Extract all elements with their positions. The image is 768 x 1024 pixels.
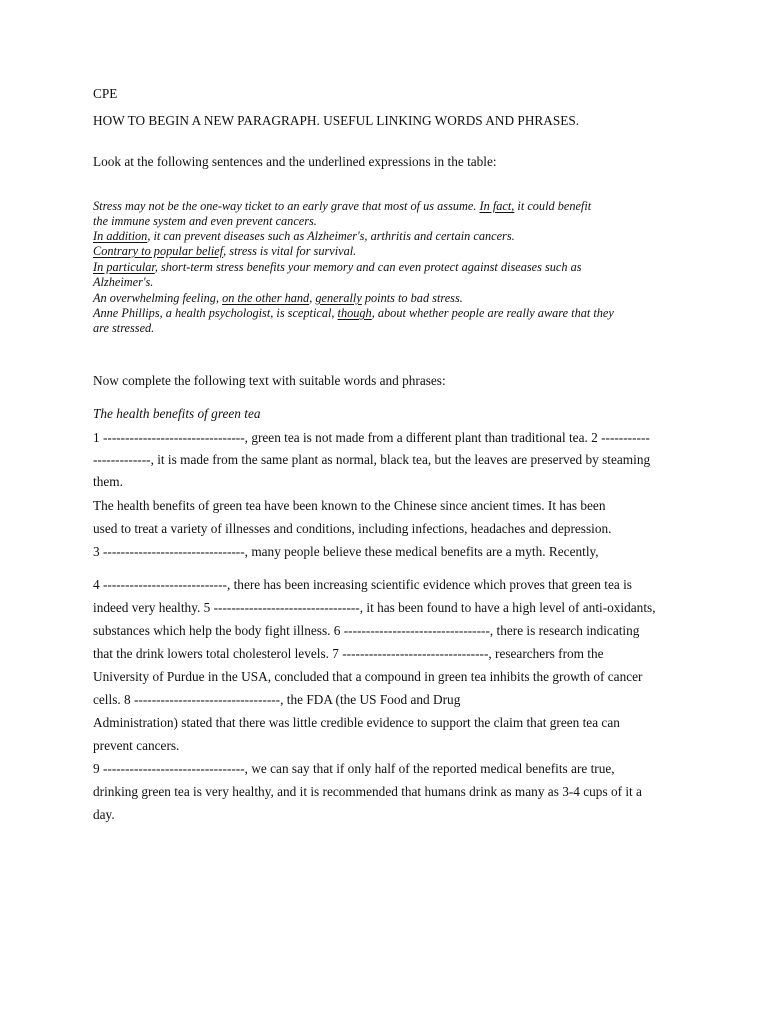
underlined-expression: In addition xyxy=(93,229,148,243)
text-line: them. xyxy=(93,474,123,489)
example-line: Alzheimer's. xyxy=(93,275,154,289)
text-line: University of Purdue in the USA, concluded that a compound in green tea inhibits the growth of cancer xyxy=(93,669,643,684)
text-title: The health benefits of green tea xyxy=(93,406,261,421)
example-line: An overwhelming feeling, on the other hand, generally points to bad stress. xyxy=(93,291,463,305)
underlined-expression: though xyxy=(337,306,372,320)
instruction-complete: Now complete the following text with suitable words and phrases: xyxy=(93,373,446,388)
underlined-expression: In fact, xyxy=(479,199,515,213)
text-line: The health benefits of green tea have been known to the Chinese since ancient times. It has been xyxy=(93,498,606,513)
text-line: used to treat a variety of illnesses and conditions, including infections, headaches and depression. xyxy=(93,521,612,536)
text-line: substances which help the body fight illness. 6 ---------------------------------, there is research indicating xyxy=(93,623,640,638)
example-line: Anne Phillips, a health psychologist, is sceptical, though, about whether people are really aware that they xyxy=(93,306,614,320)
underlined-expression: Contrary to popular belief xyxy=(93,244,224,258)
text-line: 4 ----------------------------, there has been increasing scientific evidence which proves that green tea is xyxy=(93,577,632,592)
text-line: prevent cancers. xyxy=(93,738,180,753)
text-line: cells. 8 ---------------------------------, the FDA (the US Food and Drug xyxy=(93,692,461,707)
example-line: Contrary to popular belief, stress is vital for survival. xyxy=(93,244,357,258)
example-line: Stress may not be the one-way ticket to an early grave that most of us assume. In fact, it could benefit xyxy=(93,199,592,213)
example-line: In particular, short-term stress benefits your memory and can even protect against diseases such as xyxy=(93,260,582,274)
text-line: 3 --------------------------------, many people believe these medical benefits are a myth. Recently, xyxy=(93,544,599,559)
text-line: drinking green tea is very healthy, and it is recommended that humans drink as many as 3-4 cups of it a xyxy=(93,784,642,799)
text-line: indeed very healthy. 5 ---------------------------------, it has been found to have a high level of anti-oxidants, xyxy=(93,600,656,615)
underlined-expression: generally xyxy=(315,291,362,305)
text-line: 9 --------------------------------, we can say that if only half of the reported medical benefits are true, xyxy=(93,761,615,776)
text-line: day. xyxy=(93,807,115,822)
instruction-look: Look at the following sentences and the underlined expressions in the table: xyxy=(93,154,497,169)
text-line: 1 --------------------------------, green tea is not made from a different plant than traditional tea. 2 ----------- xyxy=(93,430,650,445)
example-line: the immune system and even prevent cancers. xyxy=(93,214,317,228)
text-line: -------------, it is made from the same plant as normal, black tea, but the leaves are preserved by steaming xyxy=(93,452,651,467)
example-line: are stressed. xyxy=(93,321,155,335)
text-line: that the drink lowers total cholesterol levels. 7 ---------------------------------, researchers from the xyxy=(93,646,604,661)
underlined-expression: In particular xyxy=(93,260,155,274)
underlined-expression: on the other hand xyxy=(222,291,310,305)
course-code: CPE xyxy=(93,86,118,101)
text-line: Administration) stated that there was little credible evidence to support the claim that green tea can xyxy=(93,715,620,730)
page-title: HOW TO BEGIN A NEW PARAGRAPH. USEFUL LINKING WORDS AND PHRASES. xyxy=(93,113,580,128)
example-line: In addition, it can prevent diseases such as Alzheimer's, arthritis and certain cancers. xyxy=(93,229,515,243)
